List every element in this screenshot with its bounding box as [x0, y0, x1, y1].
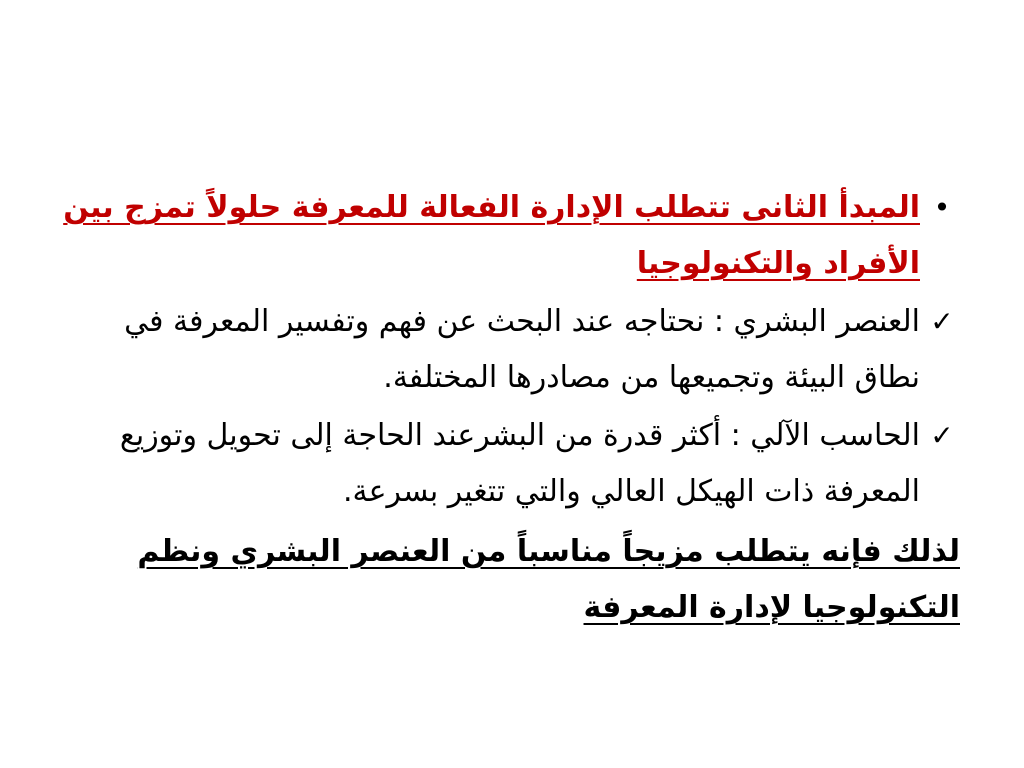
conclusion	[60, 524, 960, 636]
point-text: الحاسب الآلي : أكثر قدرة من البشرعند الحاجة إلى تحويل وتوزيع المعرفة ذات الهيكل العالي والتي تتغير بسرعة.	[119, 418, 920, 509]
point-text: العنصر البشري : نحتاجه عند البحث عن فهم وتفسير المعرفة في نطاق البيئة وتجميعها من مصادرها المختلفة.	[124, 304, 920, 395]
checkmark-icon: ✓	[930, 419, 954, 452]
slide-content	[60, 180, 960, 636]
point-human-element	[60, 294, 960, 406]
principle-text: المبدأ الثانى تتطلب الإدارة الفعالة للمعرفة حلولاً تمزج بين الأفراد والتكنولوجيا	[63, 190, 920, 281]
bullet-icon: •	[933, 191, 951, 224]
checkmark-icon: ✓	[930, 305, 954, 338]
point-computer	[60, 408, 960, 520]
conclusion-text: لذلك فإنه يتطلب مزيجاً مناسباً من العنصر البشري ونظم التكنولوجيا لإدارة المعرفة	[137, 534, 960, 625]
principle-heading	[60, 180, 960, 292]
